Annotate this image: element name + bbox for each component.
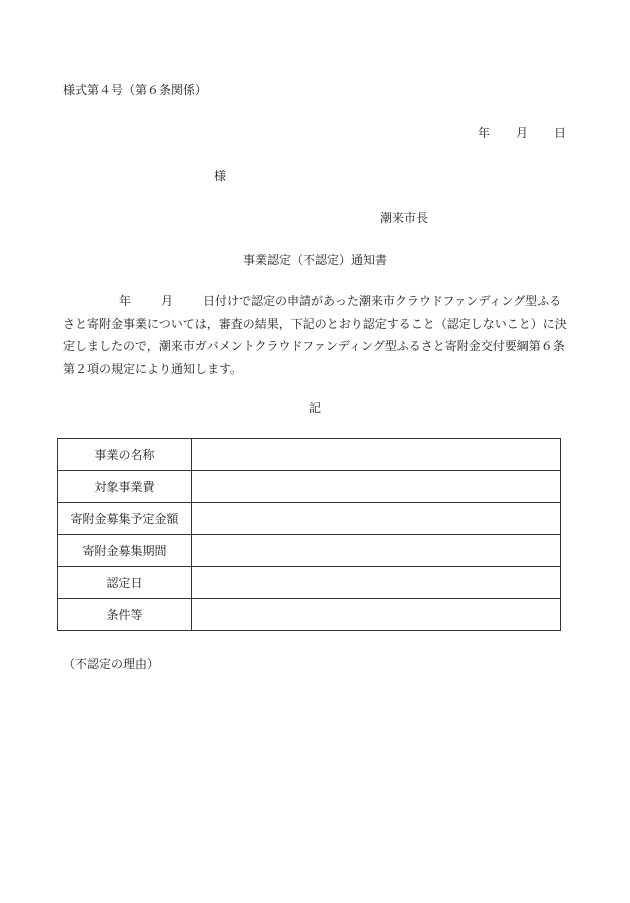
row-label: 寄附金募集予定金額	[58, 503, 192, 535]
body-year: 年	[119, 294, 132, 308]
row-label: 条件等	[58, 599, 192, 631]
table-row	[58, 471, 561, 503]
row-label: 事業の名称	[58, 439, 192, 471]
row-label: 対象事業費	[58, 471, 192, 503]
row-value-field[interactable]	[192, 439, 561, 471]
table-row	[58, 503, 561, 535]
issue-date	[478, 124, 566, 141]
table-row	[58, 439, 561, 471]
row-value-field[interactable]	[192, 503, 561, 535]
row-value-field[interactable]	[192, 567, 561, 599]
body-text: 日付けで認定の申請があった潮来市クラウドファンディング型ふるさと寄附金事業については，審査の結果，下記のとおり認定すること（認定しないこと）に決定しましたので，潮来市ガバメントクラウドファンディング型ふるさと寄附金交付要綱第６条第２項の規定により通知します。	[63, 294, 567, 376]
ki-heading: 記	[308, 401, 321, 415]
notice-body	[63, 290, 573, 380]
document-title: 事業認定（不認定）通知書	[242, 253, 387, 267]
issuer-name: 潮来市長	[380, 211, 429, 225]
body-month: 月	[161, 294, 174, 308]
table-row	[58, 535, 561, 567]
date-day: 日	[553, 126, 566, 140]
row-label: 認定日	[58, 567, 192, 599]
row-label: 寄附金募集期間	[58, 535, 192, 567]
addressee-suffix: 様	[214, 169, 227, 183]
rejection-reason-label: （不認定の理由）	[63, 657, 160, 671]
date-year: 年	[477, 126, 490, 140]
row-value-field[interactable]	[192, 599, 561, 631]
row-value-field[interactable]	[192, 471, 561, 503]
table-row	[58, 567, 561, 599]
date-month: 月	[515, 126, 528, 140]
row-value-field[interactable]	[192, 535, 561, 567]
table-row	[58, 599, 561, 631]
details-table	[57, 438, 561, 631]
form-number: 様式第４号（第６条関係）	[63, 83, 208, 97]
